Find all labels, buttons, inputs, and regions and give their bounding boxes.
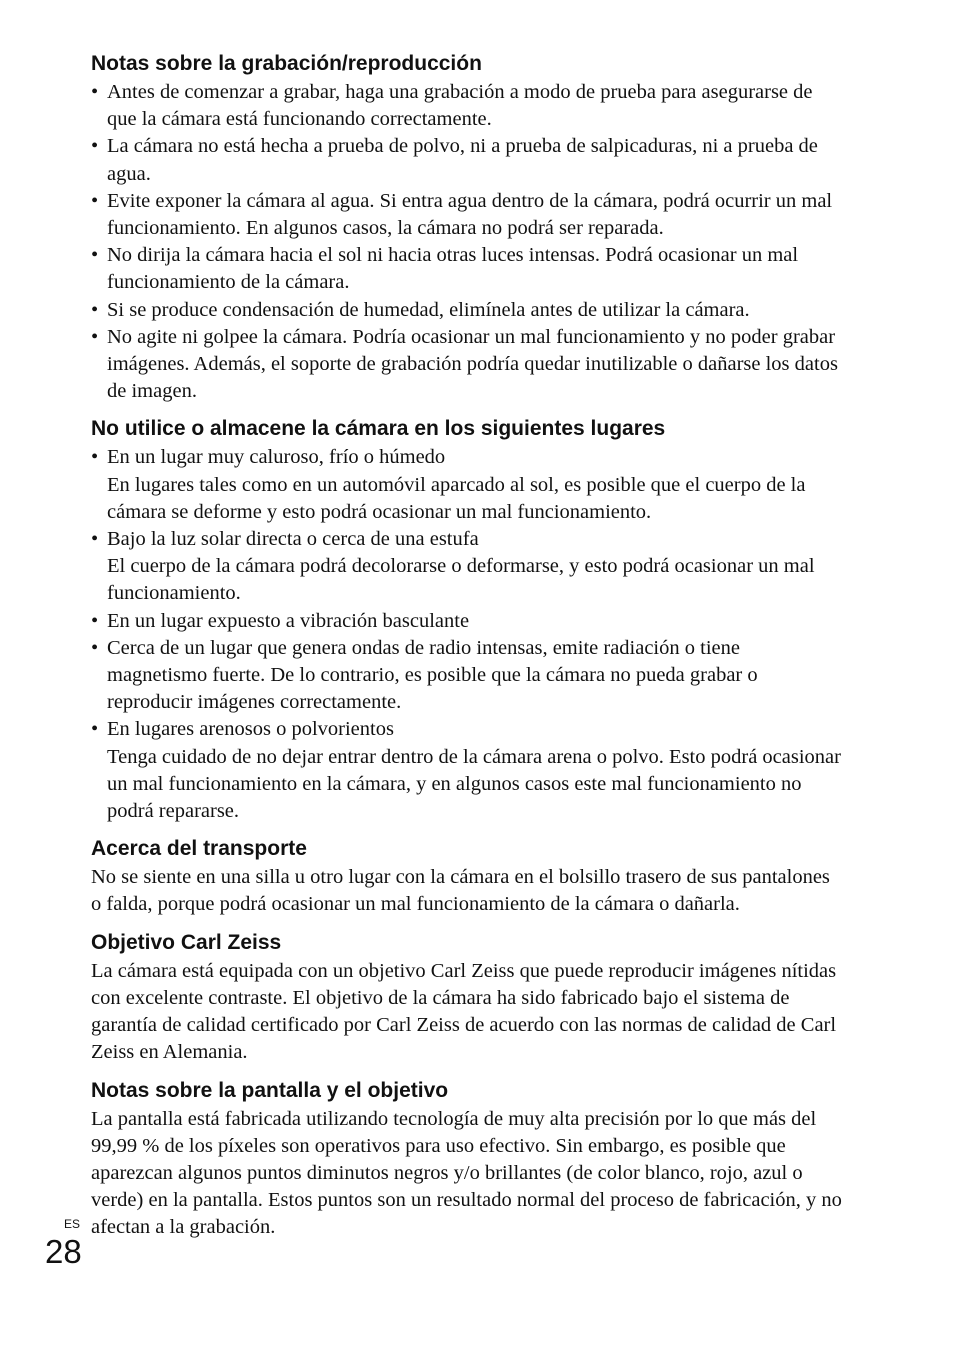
list-item: • Cerca de un lugar que genera ondas de radio intensas, emite radiación o tiene magnetismo fuerte. De lo contrario, es posible que la cámara no pueda grabar o reproducir imágenes correctamente.: [91, 636, 758, 714]
list-item: • En un lugar expuesto a vibración basculante: [91, 609, 470, 632]
list-item: • No agite ni golpee la cámara. Podría ocasionar un mal funcionamiento y no poder grabar imágenes. Además, el soporte de grabación podría quedar inutilizable o dañarse los datos de imagen.: [91, 325, 838, 403]
page-language-label: ES: [64, 1217, 81, 1231]
list-item: • Antes de comenzar a grabar, haga una grabación a modo de prueba para asegurarse de que la cámara está funcionando correctamente.: [91, 81, 813, 131]
section-carl-zeiss: [91, 927, 843, 1067]
section-recording-notes: [91, 48, 843, 405]
list-item: • En lugares arenosos o polvorientos Tenga cuidado de no dejar entrar dentro de la cámara arena o polvo. Esto podrá ocasionar un mal funcionamiento en la cámara, y en algunos casos este mal funcionamiento no podrá repararse.: [91, 716, 843, 825]
section-paragraph: La pantalla está fabricada utilizando tecnología de muy alta precisión por lo que más del 99,99 % de los píxeles son operativos para uso efectivo. Sin embargo, es posible que aparezcan algunos puntos diminutos negros y/o brillantes (de color blanco, rojo, azul o verde) en la pantalla. Estos puntos son un resultado normal del proceso de fabricación, y no afectan a la grabación.: [91, 1107, 842, 1239]
section-screen-lens: [91, 1075, 843, 1242]
section-heading: Notas sobre la grabación/reproducción: [91, 52, 482, 75]
list-item: • En un lugar muy caluroso, frío o húmedo En lugares tales como en un automóvil aparcado al sol, es posible que el cuerpo de la cámara se deforme y esto podrá ocasionar un mal funcionamiento.: [91, 444, 843, 526]
list-item: • No dirija la cámara hacia el sol ni hacia otras luces intensas. Podrá ocasionar un mal funcionamiento de la cámara.: [91, 244, 799, 294]
bullet-list: [91, 79, 843, 405]
list-item-detail: El cuerpo de la cámara podrá decolorarse o deformarse, y esto podrá ocasionar un mal funcionamiento.: [107, 555, 815, 605]
page-content: [91, 48, 843, 1250]
page-number: 28: [45, 1233, 82, 1270]
list-item-detail: En lugares tales como en un automóvil aparcado al sol, es posible que el cuerpo de la cámara se deforme y esto podrá ocasionar un mal funcionamiento.: [107, 473, 806, 523]
section-heading: Objetivo Carl Zeiss: [91, 930, 282, 954]
list-item: • Bajo la luz solar directa o cerca de una estufa El cuerpo de la cámara podrá decolorarse o deformarse, y esto podrá ocasionar un mal funcionamiento.: [91, 526, 843, 608]
bullet-list: [91, 444, 843, 825]
section-heading: Notas sobre la pantalla y el objetivo: [91, 1078, 449, 1102]
section-storage-places: [91, 413, 843, 825]
section-paragraph: No se siente en una silla u otro lugar con la cámara en el bolsillo trasero de sus pantalones o falda, porque podrá ocasionar un mal funcionamiento de la cámara o dañarla.: [91, 866, 830, 916]
section-transport: [91, 833, 843, 918]
list-item-detail: Tenga cuidado de no dejar entrar dentro de la cámara arena o polvo. Esto podrá ocasionar un mal funcionamiento en la cámara, y en algunos casos este mal funcionamiento no podrá repararse.: [107, 745, 841, 823]
list-item: • Si se produce condensación de humedad, elimínela antes de utilizar la cámara.: [91, 298, 750, 321]
section-paragraph: La cámara está equipada con un objetivo Carl Zeiss que puede reproducir imágenes nítidas con excelente contraste. El objetivo de la cámara ha sido fabricado bajo el sistema de garantía de calidad certificado por Carl Zeiss de acuerdo con las normas de calidad de Carl Zeiss en Alemania.: [91, 959, 837, 1064]
list-item: • Evite exponer la cámara al agua. Si entra agua dentro de la cámara, podrá ocurrir un mal funcionamiento. En algunos casos, la cámara no podrá ser reparada.: [91, 189, 833, 240]
list-item: • La cámara no está hecha a prueba de polvo, ni a prueba de salpicaduras, ni a prueba de agua.: [91, 135, 818, 185]
section-heading: No utilice o almacene la cámara en los siguientes lugares: [91, 417, 666, 441]
section-heading: Acerca del transporte: [91, 837, 307, 861]
